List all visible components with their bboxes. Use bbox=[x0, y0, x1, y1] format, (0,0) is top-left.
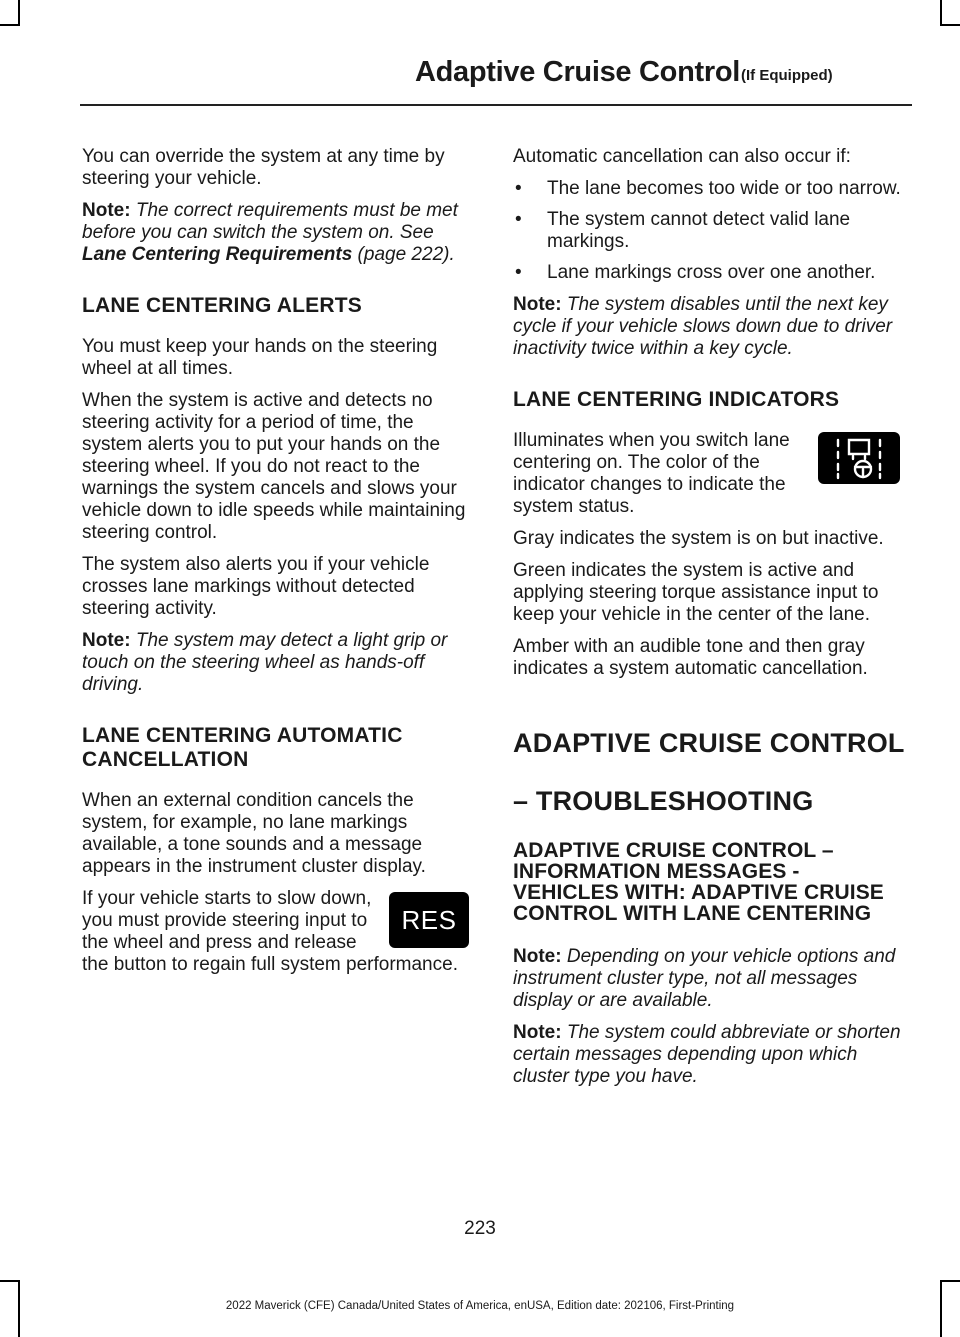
paragraph: You must keep your hands on the steering wheel at all times. bbox=[82, 336, 438, 379]
chapter-heading-line1: ADAPTIVE CRUISE CONTROL bbox=[513, 728, 905, 758]
bullet-glyph: • bbox=[515, 209, 522, 230]
list-item bbox=[513, 262, 908, 284]
crop-mark bbox=[940, 0, 942, 26]
note bbox=[513, 946, 908, 1012]
list-item bbox=[513, 209, 908, 253]
note bbox=[513, 1022, 908, 1088]
res-button-icon bbox=[389, 892, 469, 948]
note-label: Note: bbox=[82, 630, 131, 651]
section-heading-auto-cancellation: LANE CENTERING AUTOMATIC CANCELLATION bbox=[82, 724, 403, 771]
note-text: Depending on your vehicle options and instrument cluster type, not all messages display or are available. bbox=[513, 946, 896, 1011]
note-text: The system may detect a light grip or touch on the steering wheel as hands-off driving. bbox=[82, 630, 448, 695]
crop-mark bbox=[940, 24, 960, 26]
paragraph: You can override the system at any time by steering your vehicle. bbox=[82, 146, 445, 189]
crop-mark bbox=[940, 1280, 960, 1282]
right-column bbox=[513, 146, 908, 1098]
chapter-heading bbox=[513, 714, 908, 830]
section-heading-alerts: LANE CENTERING ALERTS bbox=[82, 294, 362, 317]
list-item-text: Lane markings cross over one another. bbox=[547, 262, 876, 283]
section-heading-messages: ADAPTIVE CRUISE CONTROL – INFORMATION MESSAGES - VEHICLES WITH: ADAPTIVE CRUISE CONTROL WITH LANE CENTERING bbox=[513, 839, 884, 925]
paragraph: Automatic cancellation can also occur if: bbox=[513, 146, 851, 167]
note-text: The system could abbreviate or shorten certain messages depending upon which cluster type you have. bbox=[513, 1022, 901, 1087]
paragraph: The system also alerts you if your vehicle crosses lane markings without detected steering activity. bbox=[82, 554, 430, 619]
note bbox=[513, 294, 908, 360]
list-item-text: The lane becomes too wide or too narrow. bbox=[547, 178, 901, 199]
page-header-subtitle: (If Equipped) bbox=[741, 67, 833, 84]
note-text: (page 222). bbox=[352, 244, 455, 265]
paragraph: Amber with an audible tone and then gray indicates a system automatic cancellation. bbox=[513, 636, 868, 679]
lane-centering-icon bbox=[833, 436, 885, 480]
paragraph: When an external condition cancels the system, for example, no lane markings available, a tone sounds and a message appears in the instrument cluster display. bbox=[82, 790, 426, 877]
bullet-list bbox=[513, 178, 908, 284]
page-number: 223 bbox=[464, 1218, 496, 1239]
cross-reference-link[interactable]: Lane Centering Requirements bbox=[82, 244, 353, 265]
crop-mark bbox=[18, 0, 20, 26]
section-heading-indicators: LANE CENTERING INDICATORS bbox=[513, 388, 840, 411]
paragraph: Gray indicates the system is on but inactive. bbox=[513, 528, 884, 549]
page-header-title: Adaptive Cruise Control bbox=[414, 56, 740, 88]
header-divider bbox=[80, 104, 912, 106]
paragraph-text: Illuminates when you switch lane centering on. The color of the indicator changes to indicate the system status. bbox=[513, 430, 790, 517]
paragraph-with-icon bbox=[513, 430, 908, 518]
bullet-glyph: • bbox=[515, 178, 522, 199]
note-label: Note: bbox=[513, 294, 562, 315]
paragraph: Green indicates the system is active and applying steering torque assistance input to keep your vehicle in the center of the lane. bbox=[513, 560, 879, 625]
list-item bbox=[513, 178, 908, 200]
note-text: The correct requirements must be met before you can switch the system on. See bbox=[82, 200, 458, 243]
note bbox=[82, 200, 477, 266]
list-item-text: The system cannot detect valid lane markings. bbox=[547, 209, 851, 252]
paragraph-with-icon bbox=[82, 888, 477, 976]
page-footer: 2022 Maverick (CFE) Canada/United States of America, enUSA, Edition date: 202106, First-Printing bbox=[225, 1300, 735, 1312]
note-label: Note: bbox=[513, 946, 562, 967]
note-text: The system disables until the next key cycle if your vehicle slows down due to driver inactivity twice within a key cycle. bbox=[513, 294, 893, 359]
paragraph-text: If your vehicle starts to slow down, you must provide steering input to the wheel and press and release the button to regain full system performance. bbox=[82, 888, 458, 975]
paragraph: When the system is active and detects no steering activity for a period of time, the system alerts you to put your hands on the steering wheel. If you do not react to the warnings the system cancels and slows your vehicle down to idle speeds while maintaining steering control. bbox=[82, 390, 466, 543]
res-button-label: RES bbox=[401, 905, 457, 935]
bullet-glyph: • bbox=[515, 262, 522, 283]
left-column bbox=[82, 146, 477, 986]
crop-mark bbox=[0, 1280, 20, 1282]
note bbox=[82, 630, 477, 696]
note-label: Note: bbox=[513, 1022, 562, 1043]
chapter-heading-line2: – TROUBLESHOOTING bbox=[513, 786, 814, 816]
note-label: Note: bbox=[82, 200, 131, 221]
lane-centering-indicator-icon bbox=[818, 432, 900, 484]
crop-mark bbox=[0, 24, 20, 26]
